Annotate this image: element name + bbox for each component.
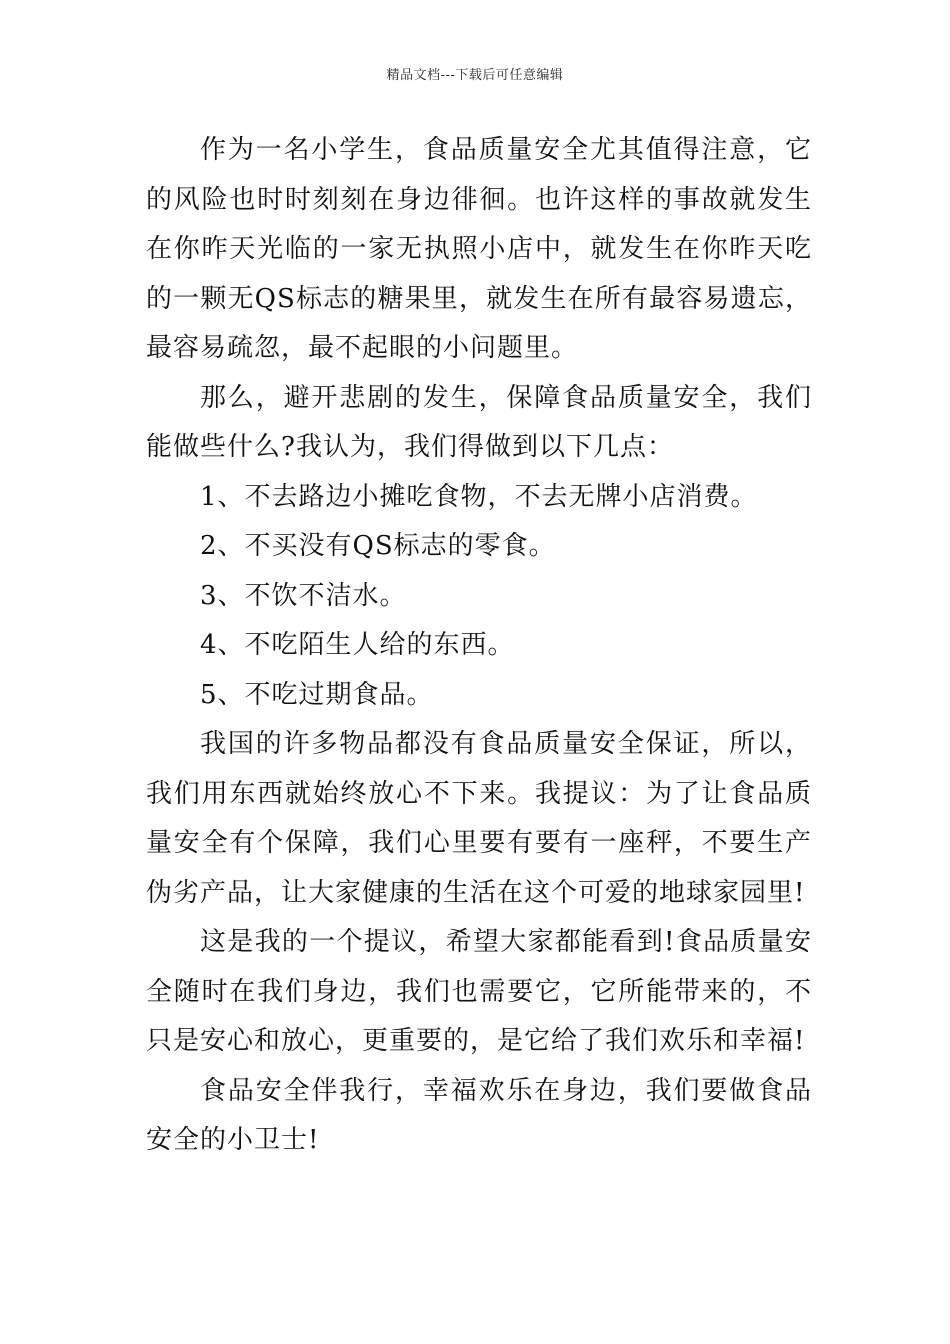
paragraph-hope: 这是我的一个提议，希望大家都能看到!食品质量安全随时在我们身边，我们也需要它，它所能带来的，不只是安心和放心，更重要的，是它给了我们欢乐和幸福! (146, 927, 812, 1056)
document-body (146, 126, 812, 1166)
paragraph-closing: 食品安全伴我行，幸福欢乐在身边，我们要做食品安全的小卫士! (146, 1075, 812, 1155)
list-item-5: 5、不吃过期食品。 (200, 679, 434, 710)
page-header: 精品文档---下载后可任意编辑 (386, 68, 564, 83)
paragraph-intro: 作为一名小学生，食品质量安全尤其值得注意，它的风险也时时刻刻在身边徘徊。也许这样的事故就发生在你昨天光临的一家无执照小店中，就发生在你昨天吃的一颗无QS标志的糖果里，就发生在所有最容易遗忘，最容易疏忽，最不起眼的小问题里。 (146, 135, 812, 363)
paragraph-proposal: 我国的许多物品都没有食品质量安全保证，所以，我们用东西就始终放心不下来。我提议：为了让食品质量安全有个保障，我们心里要有要有一座秤，不要生产伪劣产品，让大家健康的生活在这个可爱的地球家园里! (146, 729, 812, 908)
list-item-3: 3、不饮不洁水。 (200, 580, 407, 611)
list-item-4: 4、不吃陌生人给的东西。 (200, 630, 515, 660)
list-item-2: 2、不买没有QS标志的零食。 (200, 531, 556, 561)
list-item-1: 1、不去路边小摊吃食物，不去无牌小店消费。 (200, 481, 758, 512)
paragraph-question: 那么，避开悲剧的发生，保障食品质量安全，我们能做些什么?我认为，我们得做到以下几点： (146, 382, 812, 462)
